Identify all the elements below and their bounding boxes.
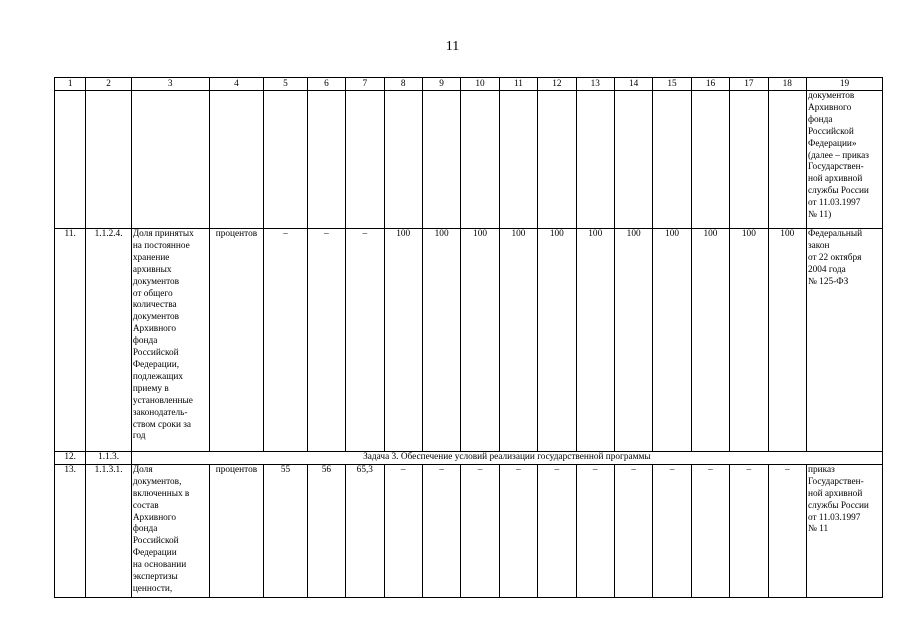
value-cell: – [538,464,576,597]
value-cell: 100 [422,229,460,452]
header-cell: 8 [384,78,422,91]
value-cell: 100 [653,229,691,452]
cell-line: от 11.03.1997 [807,198,861,209]
value-cell: – [499,464,537,597]
cell-line: год [132,431,146,442]
cell-line: Российской [807,126,854,137]
cell-line: включенных в [132,488,190,499]
page-number: 11 [445,39,460,54]
cell-empty [55,91,86,229]
cell-line: 2004 года [807,264,846,275]
cell-empty [209,91,264,229]
cell-line: документов [807,91,855,101]
source-cell [806,91,882,229]
cell-line: состав [132,500,159,511]
cell-line: Государствен- [807,476,864,487]
cell-empty [461,91,499,229]
value-cell: – [653,464,691,597]
cell-line: документов [132,312,180,323]
value-cell: – [768,464,806,597]
cell-line: ной архивной [807,488,863,499]
header-cell: 5 [264,78,307,91]
cell-line: приему в [132,383,169,394]
indicators-table [54,77,883,598]
value-cell: – [614,464,652,597]
cell-line: хранение [132,252,170,263]
cell-line: от 22 октября [807,252,862,263]
cell-line: фонда [132,336,158,347]
cell-empty [499,91,537,229]
cell-empty [346,91,384,229]
value-cell: 100 [691,229,729,452]
cell-line: от 11.03.1997 [807,512,861,523]
cell-line: подлежащих [132,371,183,382]
cell-line: (далее – приказ [807,150,869,161]
cell-line: Архивного [132,324,177,335]
cell-empty [730,91,768,229]
cell-line: документов, [132,476,182,487]
cell-line: ценности, [132,583,173,594]
value-cell: 100 [576,229,614,452]
cell-line: Федерации, [132,359,180,370]
header-cell: 15 [653,78,691,91]
cell-line: фонда [807,114,833,125]
header-cell: 6 [307,78,345,91]
header-cell: 2 [86,78,131,91]
table-row-12 [55,452,883,465]
cell-line: Федеральный [807,229,863,239]
value-cell: 65,3 [346,464,384,597]
value-cell: – [422,464,460,597]
cell-line: установленные [132,395,193,406]
cell-empty [264,91,307,229]
row-number: 11. [55,229,86,452]
cell-line: количества [132,300,177,311]
value-cell: – [307,229,345,452]
value-cell: 100 [384,229,422,452]
cell-empty [131,91,209,229]
row-number: 12. [55,452,86,465]
value-cell: – [730,464,768,597]
value-cell: 100 [499,229,537,452]
unit-cell: процентов [209,229,264,452]
header-cell: 19 [806,78,882,91]
cell-line: экспертизы [132,572,178,583]
cell-empty [538,91,576,229]
cell-empty [384,91,422,229]
cell-empty [307,91,345,229]
header-cell: 7 [346,78,384,91]
cell-line: приказ [807,464,835,475]
task-heading: Задача 3. Обеспечение условий реализации государственной программы [131,452,882,465]
header-cell: 1 [55,78,86,91]
value-cell: – [461,464,499,597]
cell-line: Доля [132,464,153,475]
header-cell: 12 [538,78,576,91]
value-cell: 100 [538,229,576,452]
cell-line: службы России [807,186,869,197]
cell-empty [86,91,131,229]
cell-line: Федерации» [807,138,857,149]
value-cell: 100 [730,229,768,452]
cell-line: № 11 [807,524,829,535]
value-cell: 55 [264,464,307,597]
table-row-13 [55,464,883,597]
header-cell: 9 [422,78,460,91]
unit-cell: процентов [209,464,264,597]
cell-empty [614,91,652,229]
cell-empty [422,91,460,229]
header-cell: 13 [576,78,614,91]
indicator-code: 1.1.2.4. [86,229,131,452]
cell-line: закон [807,240,830,251]
cell-line: службы России [807,500,869,511]
header-cell: 16 [691,78,729,91]
cell-line: Архивного [807,102,852,113]
header-cell: 18 [768,78,806,91]
source-cell [806,464,882,597]
value-cell: – [384,464,422,597]
header-cell: 10 [461,78,499,91]
cell-line: Доля принятых [132,229,194,239]
value-cell: – [691,464,729,597]
cell-line: Архивного [132,512,177,523]
value-cell: 100 [768,229,806,452]
value-cell: 56 [307,464,345,597]
header-cell: 14 [614,78,652,91]
table-row-continuation [55,91,883,229]
cell-line: архивных [132,264,172,275]
header-cell: 11 [499,78,537,91]
cell-line: от общего [132,288,173,299]
cell-empty [691,91,729,229]
row-number: 13. [55,464,86,597]
cell-line: на основании [132,560,187,571]
indicator-name [131,464,209,597]
table-row-11 [55,229,883,452]
header-cell: 4 [209,78,264,91]
cell-line: ной архивной [807,174,863,185]
cell-empty [576,91,614,229]
value-cell: – [346,229,384,452]
cell-line: законодатель- [132,407,188,418]
cell-line: фонда [132,524,158,535]
cell-line: № 11) [807,210,832,221]
indicator-code: 1.1.3. [86,452,131,465]
value-cell: – [576,464,614,597]
cell-line: № 125-ФЗ [807,276,849,287]
cell-line: Государствен- [807,162,864,173]
header-row [55,78,883,91]
indicator-name [131,229,209,452]
cell-line: Федерации [132,548,177,559]
source-cell [806,229,882,452]
cell-line: Российской [132,536,179,547]
cell-line: Российской [132,348,179,359]
value-cell: 100 [614,229,652,452]
cell-line: ством сроки за [132,419,192,430]
indicator-code: 1.1.3.1. [86,464,131,597]
header-cell: 3 [131,78,209,91]
cell-empty [768,91,806,229]
cell-line: документов [132,276,180,287]
header-cell: 17 [730,78,768,91]
value-cell: – [264,229,307,452]
cell-empty [653,91,691,229]
value-cell: 100 [461,229,499,452]
cell-line: на постоянное [132,240,190,251]
